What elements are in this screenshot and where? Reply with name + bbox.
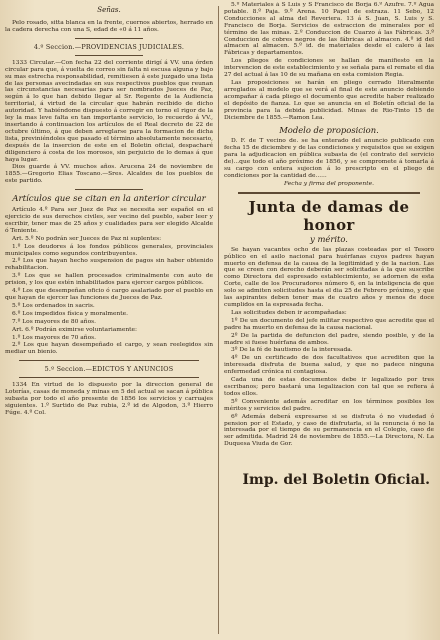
senas-paragraph: Pelo rosado, sitta blanca en la frente, cuernos abiertos, herrado en la cadera derecha con una S, edad de «0 á 11 años. [5,20,213,33]
article-item: 6.º Los impedidos física y moralmente. [12,310,129,317]
divider-rule [75,55,143,56]
model-title: Modelo de proposicion. [279,125,379,136]
article-item: Artículo 4.º Para ser Juez de Paz se necesita ser español en el ejercicio de sus derechos civiles, ser vecino del pueblo, saber leer y escribir, tener mas de 25 años y cualidades para ser elegido Alcalde ó Teniente. [5,207,213,234]
article-item: 2.º Los que hayan hecho suspension de pagos sin haber obtenido rehabilitacion. [5,258,213,272]
divider-rule [238,192,420,194]
junta-subtitle: y mérito. [310,233,348,244]
divider-rule [75,38,143,39]
articles-title: Artículos que se citan en la anterior circular [12,194,206,205]
junta-paragraph: 2º De la partida de defuncion del padre, siendo posible, y de la madre si fuese huérfana de ambos. [224,332,434,346]
continuation-paragraph: 5.º Materiales á S Luis y S Francisco de Borja 6.º Azufre. 7.º Agua potable. 8.º Paja. 9.º Arena. 10 Papel de estraza. 11 Sebo, 12 Conducciones al alma del Reveriera. 13 á S. Juan, S. Luis y S. Francisco de Borja. Servicios de estraccion de minerales por el término de las minas. 2.º Conduccion de Cuarzo á las Fábricas. 3.º Conduccion de cobres negros de las fábricas al almacen. 4.º id del almacen al almacen. 5.º id. de materiales desde el calero á las Fábricas y departamentos. [224,2,434,57]
edict-paragraph: 1334 En virtud de lo dispuesto por la direccion general de Loterías, casas de moneda y minas en 5 del actual se sacan á pública subasta por todo el año presente de 1856 los servicios y carruajes siguientes. 1.º Surtido de Paz rubia, 2.º id de Algodon, 3.º Hierro Fúge. 4.º Col. [5,382,213,416]
junta-title: Junta de damas de honor [248,197,410,234]
article-item: Art. 5.º No podrán ser Jueces de Paz ni suplentes: [12,235,162,242]
junta-paragraph: 3º De la fé de bautismo de la interesada. [231,347,353,354]
article-item: 1.º Los mayores de 70 años. [12,334,97,341]
article-item: 7.º Los mayores de 80 años. [12,318,97,325]
junta-paragraph: Las solicitudes deben ir acompañadas: [231,309,347,316]
junta-paragraph: 6º Además deberá expresarse si se disfruta ó no viudedad ó pension por el Estado, y caso de disfrutarla, si la renuncia ó no la interesada por el tiempo de su permanencia en el Colegio, caso de ser admitida. Madrid 24 de noviembre de 1855.—La Directora, N. La Duquesa Viuda de Gor. [224,413,434,448]
column-divider [218,6,219,634]
divider-rule [75,189,143,190]
circular-paragraph: Dios guarde á VV. muchos años. Arucena 24 de noviembre de 1855.—Gregorio Elias Toscano.—Sres. Alcaldes de los pueblos de este partido. [5,164,213,185]
article-item: 4.º Los que desempeñan oficio ó cargo asalariado por el pueblo en que hayan de ejercer las funciones de Jueces de Paz. [5,288,213,301]
model-footer: Fecha y firma del proponente. [284,180,374,187]
circular-paragraph: 1333 Circular.—Con fecha 22 del corriente dirigí á VV. una órden circular para que, á vuelta de correo sin falta ni escusa alguna y bajo su mas estrecha responsabilidad, remitiesen á este juzgado una lista de las personas avecindadas en sus respectivos pueblos que reunan las circunstancias necesarias para ser nombrados Jueces de Paz, según á lo que han debido llegar al Sr. Regente de la Audiencia territorial, á virtud de la circular que habrán recibido de dicho autoridad. Y habiéndome dispuesto á corregir en torno el rigor de la ley la mas leve falta en tan importante servicio, lo recuerdo á VV., insertando á continuacion los artículos de el Real decreto de 22 de octubre último, á que deben arreglarse para la formacion de dicha lista, previniéndoles que pasado el término absolutamente necesario, después de la insercion de este en el Boletin oficial, despacharé diligenciero á costa de los morosos, sin perjuicio de lo demas á que haya lugar. [5,59,213,163]
junta-paragraph: 4º De un certificado de dos facultativos que acrediten que la interesada disfruta de buena salud, y que no padece ninguna enfermedad crónica ni contagiosa. [224,355,434,376]
senas-heading: Señas. [97,6,121,14]
left-column [5,2,213,638]
continuation-paragraph: Las proposiciones se harán en pliego cerrado literalmente arreglados al modelo que se verá al final de este anuncio debiendo acompañar á cada pliego el documento que acredite haber realizado el depósito de fianza. Lo que se anuncia en el Boletín oficial de la provincia para la debida publicidad. Minas de Rio-Tinto 15 de Diciembre de 1855.—Ramon Lea. [224,79,434,121]
junta-paragraph: Cada una de estas documentos debe ir legalizado por tres escribanos; pero bastará una legalizacion con tal que se refiera á todos ellos. [224,377,434,397]
junta-paragraph: Se hayan vacantes ocho de las plazas costeadas por el Tesoro público en el asilo nacional para huérfanas cuyos padres hayan muerto en defensa de la causa de la legitimidad y de la nacion. Las que se creen con derecho deberán ser solicitadas á la que suscribe como Directora del espresado establecimiento, se adornen de esta Corte, calle de los Procuradores número 6, en la inteligencia de que solo se admiten solicitudes hasta el dia 25 de Febrero próximo, y que las aspirantes deben tener mas de cuatro años y menos de doce cumplidos en la espresada fecha. [224,246,434,308]
divider-rule [19,360,199,361]
section4-title: 4.º Seccion.—PROVIDENCIAS JUDICIALES. [33,42,185,51]
continuation-paragraph: Los pliegos de condiciones se hallan de manifiesto en la intervencion de este establecimiento y se señala para el remate el dia 27 del actual á las 10 de su mañana en esta comision Regia. [224,58,434,79]
model-paragraph: D. F. de T vecino de. se ha enterado del anuncio publicado con fecha 15 de diciembre y de las condiciones y requisitos que se exigen para la adjudicacion en pública subasta de (el contrato del servicio de)...que todo el año próximo de 1856, y se compromete á tomarla á su cargo con entera sujecion á lo prescripto en el pliego de condiciones por la cantidad de...... [224,138,434,179]
article-item: 1.º Los deudores á los fondos públicos generales, provinciales municipales como segundos contribuyentes. [5,243,213,257]
article-item: 2.º Los que hayan desempeñado el cargo, y sean reelegidos sin mediar un bienio. [5,342,213,356]
article-item: Art. 6.º Podrán eximirse voluntariamente: [12,326,137,333]
junta-paragraph: 1º De un documento del jefe militar respectivo que acredite que el padre ha muerto en defensa de la causa nacional. [224,317,434,331]
section5-title: 5.º Seccion.—EDICTOS Y ANUNCIOS [44,365,174,374]
right-column [224,2,434,638]
article-item: 3.º Los que se hallen procesados criminalmente con auto de prision, y los que estén inhabilitados para ejercer cargos públicos. [5,273,213,287]
imprint: Imp. del Boletin Oficial. [242,472,430,489]
junta-paragraph: 5º Conveniente además acreditar en los términos posibles los méritos y servicios del padre. [224,398,434,412]
divider-rule [19,377,199,378]
article-item: 5.º Los ordenados in sacris. [12,302,95,309]
